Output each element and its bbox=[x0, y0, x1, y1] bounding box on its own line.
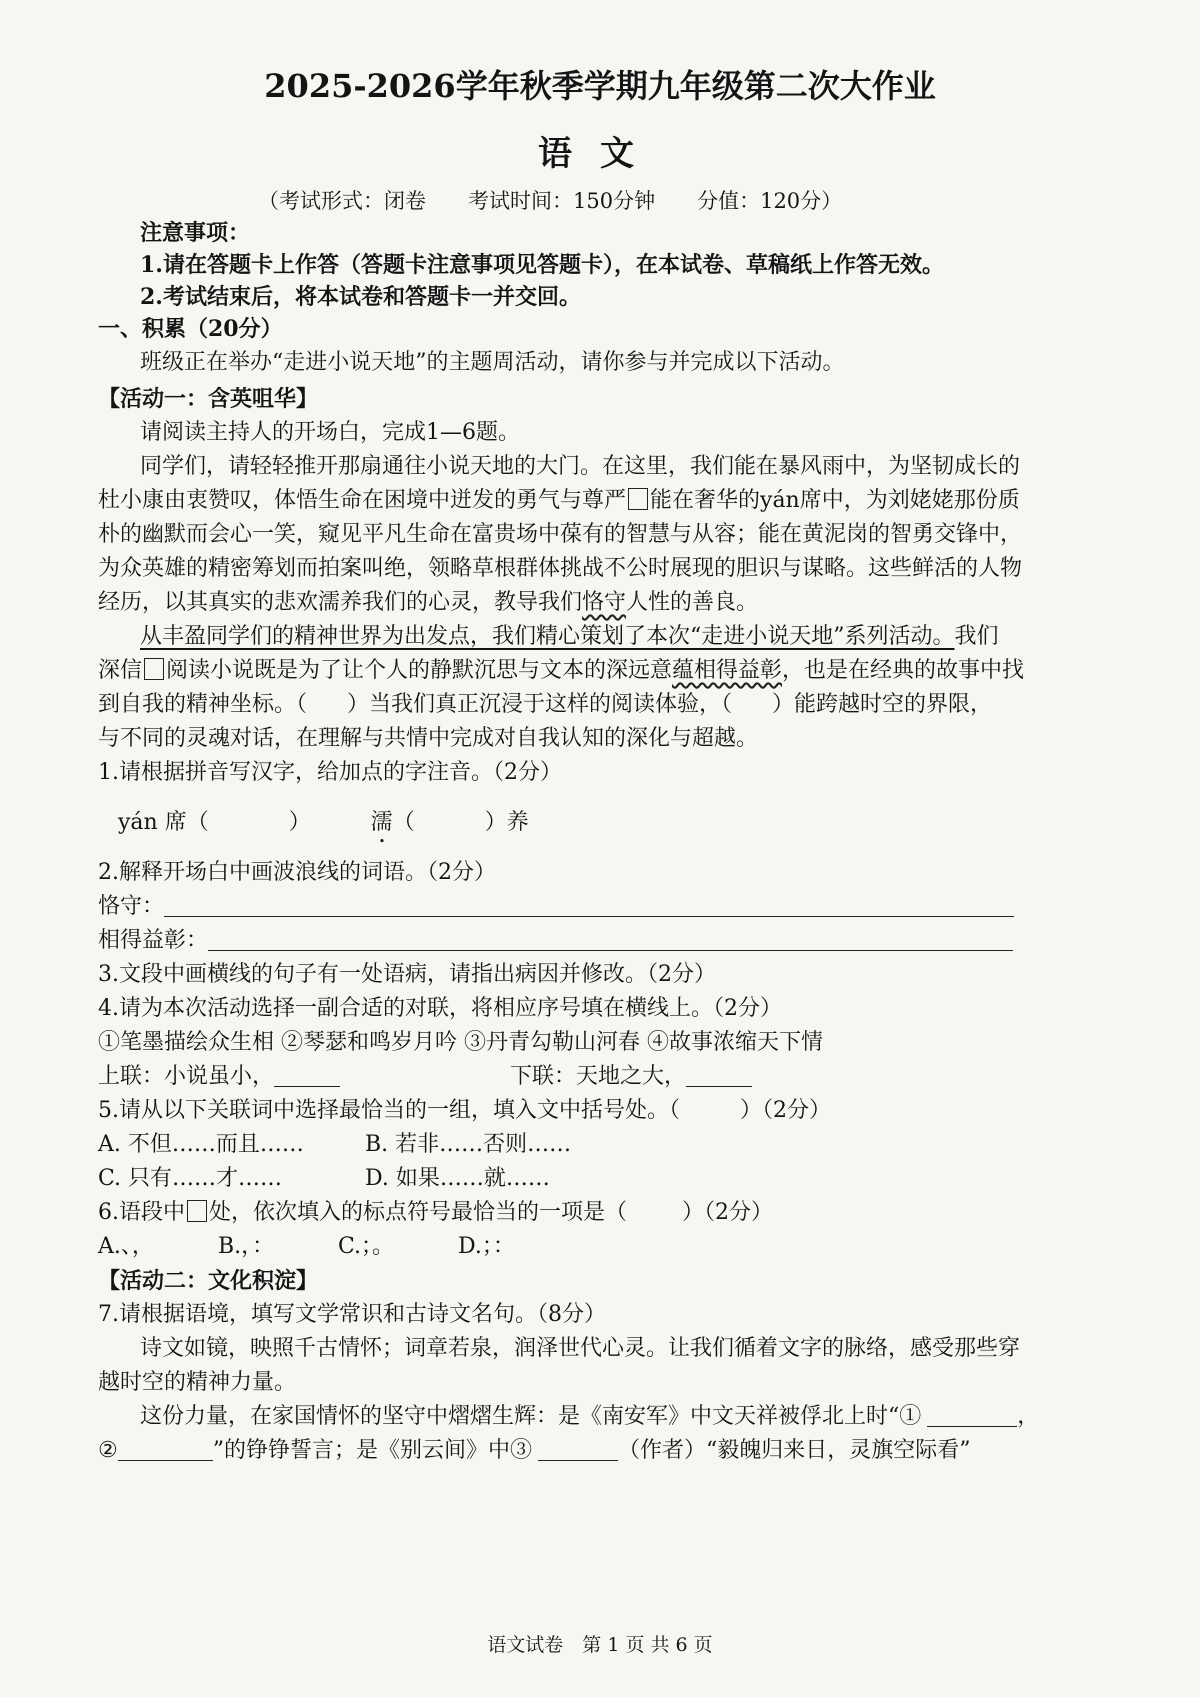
q4-lower-couplet bbox=[510, 1062, 752, 1092]
passage-2-line-4: 与不同的灵魂对话，在理解与共情中完成对自我认知的深化与超越。 bbox=[98, 726, 759, 751]
q6-option-a: A.、， bbox=[98, 1234, 154, 1259]
q2-label-1: 恪守： bbox=[98, 894, 165, 919]
question-2: 2.解释开场白中画波浪线的词语。（2分） bbox=[98, 860, 496, 885]
q4-options: ①笔墨描绘众生相 ②琴瑟和鸣岁月吟 ③丹青勾勒山河春 ④故事浓缩天下情 bbox=[98, 1030, 823, 1055]
question-5 bbox=[98, 1096, 831, 1126]
subject-title: 语文 bbox=[538, 134, 662, 174]
exam-info: （考试形式：闭卷 考试时间：150分钟 分值：120分） bbox=[258, 189, 843, 213]
question-3: 3.文段中画横线的句子有一处语病，请指出病因并修改。（2分） bbox=[98, 962, 716, 987]
q2-answer-2[interactable] bbox=[98, 926, 1013, 956]
q6-text-a: 6.语段中 bbox=[98, 1200, 185, 1225]
q5-option-a: A. 不但……而且…… bbox=[98, 1132, 304, 1157]
question-7: 7.请根据语境，填写文学常识和古诗文名句。（8分） bbox=[98, 1302, 606, 1327]
wavy-underlined-word: 恪守 bbox=[582, 590, 627, 615]
question-1: 1.请根据拼音写汉字，给加点的字注音。（2分） bbox=[98, 760, 562, 785]
answer-line[interactable] bbox=[164, 916, 1014, 917]
q6-option-b: B.，： bbox=[218, 1234, 275, 1259]
activity-1-heading: 【活动一：含英咀华】 bbox=[98, 386, 319, 412]
answer-line[interactable] bbox=[274, 1086, 340, 1087]
q7-passage-line-3 bbox=[140, 1402, 1039, 1432]
q1-item-b: ）养 bbox=[484, 810, 529, 835]
q1-paren-open: （ bbox=[392, 810, 415, 835]
wavy-underlined-word: 蕴相得益彰 bbox=[672, 658, 783, 683]
q6-text-b: 处，依次填入的标点符号最恰当的一项是（ bbox=[209, 1200, 628, 1225]
passage-text: 经历，以其真实的悲欢濡养我们的心灵，教导我们 bbox=[98, 590, 583, 615]
q6-option-c: C.；。 bbox=[338, 1234, 395, 1259]
exam-title: 2025-2026学年秋季学期九年级第二次大作业 bbox=[264, 67, 936, 105]
q2-answer-1[interactable] bbox=[98, 892, 1014, 922]
q4-upper-label: 上联：小说虽小， bbox=[98, 1064, 275, 1089]
question-4: 4.请为本次活动选择一副合适的对联，将相应序号填在横线上。（2分） bbox=[98, 996, 782, 1021]
q7-text: ”的铮铮誓言；是《别云间》中③ bbox=[212, 1438, 532, 1463]
q4-lower-label: 下联：天地之大， bbox=[510, 1064, 687, 1089]
punctuation-box bbox=[144, 658, 164, 680]
q7-passage-line-1: 诗文如镜，映照千古情怀；词章若泉，润泽世代心灵。让我们循着文字的脉络，感受那些穿 bbox=[140, 1336, 1021, 1361]
activity-2-heading: 【活动二：文化积淀】 bbox=[98, 1268, 319, 1294]
q6-option-d: D.；： bbox=[458, 1234, 515, 1259]
question-6 bbox=[98, 1198, 773, 1228]
passage-1-line-3: 朴的幽默而会心一笑，窥见平凡生命在富贵场中葆有的智慧与从容；能在黄泥岗的智勇交锋中， bbox=[98, 522, 1023, 547]
bleed-through-text bbox=[690, 300, 708, 326]
punctuation-box bbox=[187, 1200, 207, 1222]
page-footer: 语文试卷 第 1 页 共 6 页 bbox=[487, 1634, 713, 1656]
q5-option-b: B. 若非……否则…… bbox=[365, 1132, 572, 1157]
section-1-intro: 班级正在举办“走进小说天地”的主题周活动，请你参与并完成以下活动。 bbox=[140, 350, 845, 375]
passage-text: ）能跨越时空的界限， bbox=[772, 692, 993, 717]
answer-line[interactable] bbox=[208, 950, 1013, 951]
section-1-heading: 一、积累（20分） bbox=[98, 316, 283, 342]
q2-label-2: 相得益彰： bbox=[98, 928, 209, 953]
q7-passage-line-2: 越时空的精神力量。 bbox=[98, 1370, 297, 1395]
notice-item-2: 2.考试结束后，将本试卷和答题卡一并交回。 bbox=[140, 284, 581, 310]
notice-heading: 注意事项： bbox=[140, 220, 251, 246]
q5-option-c: C. 只有……才…… bbox=[98, 1166, 283, 1191]
q1-dotted-char: 濡 bbox=[370, 810, 393, 835]
passage-1-line-4: 为众英雄的精密筹划而拍案叫绝，领略草根群体挑战不公时展现的胆识与谋略。这些鲜活的人物 bbox=[98, 556, 1023, 581]
passage-text: 深信 bbox=[98, 658, 143, 683]
passage-text: 人性的善良。 bbox=[626, 590, 759, 615]
passage-1-line-2 bbox=[98, 486, 1020, 516]
q5-option-d: D. 如果……就…… bbox=[365, 1166, 550, 1191]
q7-text: （作者）“毅魄归来日，灵旗空际看” bbox=[617, 1438, 971, 1463]
passage-text: 到自我的精神坐标。（ bbox=[98, 692, 308, 717]
passage-text: 能在奢华的yán席中，为刘姥姥那份质 bbox=[650, 488, 1020, 513]
q1-paren-close: ） bbox=[288, 810, 311, 835]
q7-passage-line-4 bbox=[98, 1436, 970, 1466]
q1-item-a: yán 席（ bbox=[118, 810, 209, 835]
passage-2-line-1 bbox=[140, 622, 999, 652]
answer-line[interactable] bbox=[686, 1086, 752, 1087]
passage-1-line-1: 同学们，请轻轻推开那扇通往小说天地的大门。在这里，我们能在暴风雨中，为坚韧成长的 bbox=[140, 454, 1021, 479]
passage-1-line-5 bbox=[98, 588, 758, 618]
passage-text: 杜小康由衷赞叹，体悟生命在困境中迸发的勇气与尊严 bbox=[98, 488, 627, 513]
answer-line[interactable] bbox=[927, 1426, 1017, 1427]
underlined-sentence: 从丰盈同学们的精神世界为出发点，我们精心策划了本次“走进小说天地”系列活动。 bbox=[140, 624, 955, 649]
passage-2-line-3 bbox=[98, 690, 992, 720]
passage-text: 阅读小说既是为了让个人的静默沉思与文本的深远意 bbox=[166, 658, 673, 683]
q7-text: ② bbox=[98, 1438, 118, 1463]
punctuation-box bbox=[628, 488, 648, 510]
passage-text: ，也是在经典的故事中找 bbox=[782, 658, 1025, 683]
activity-1-instruction: 请阅读主持人的开场白，完成1—6题。 bbox=[140, 420, 520, 445]
answer-line[interactable] bbox=[118, 1460, 213, 1461]
q5-text: 5.请从以下关联词中选择最恰当的一组，填入文中括号处。（ bbox=[98, 1098, 680, 1123]
notice-item-1: 1.请在答题卡上作答（答题卡注意事项见答题卡），在本试卷、草稿纸上作答无效。 bbox=[140, 252, 944, 278]
passage-text: ）当我们真正沉浸于这样的阅读体验，（ bbox=[347, 692, 733, 717]
q7-text: ， bbox=[1017, 1404, 1040, 1429]
passage-2-line-2 bbox=[98, 656, 1024, 686]
q6-text-end: ）（2分） bbox=[682, 1200, 774, 1225]
answer-line[interactable] bbox=[538, 1460, 618, 1461]
question-1-answer-row bbox=[118, 808, 529, 848]
q5-text-end: ）（2分） bbox=[740, 1098, 831, 1123]
q7-text: 这份力量，在家国情怀的坚守中熠熠生辉：是《南安军》中文天祥被俘北上时“① bbox=[140, 1404, 922, 1429]
q4-upper-couplet bbox=[98, 1062, 340, 1092]
passage-text: 我们 bbox=[954, 624, 999, 649]
